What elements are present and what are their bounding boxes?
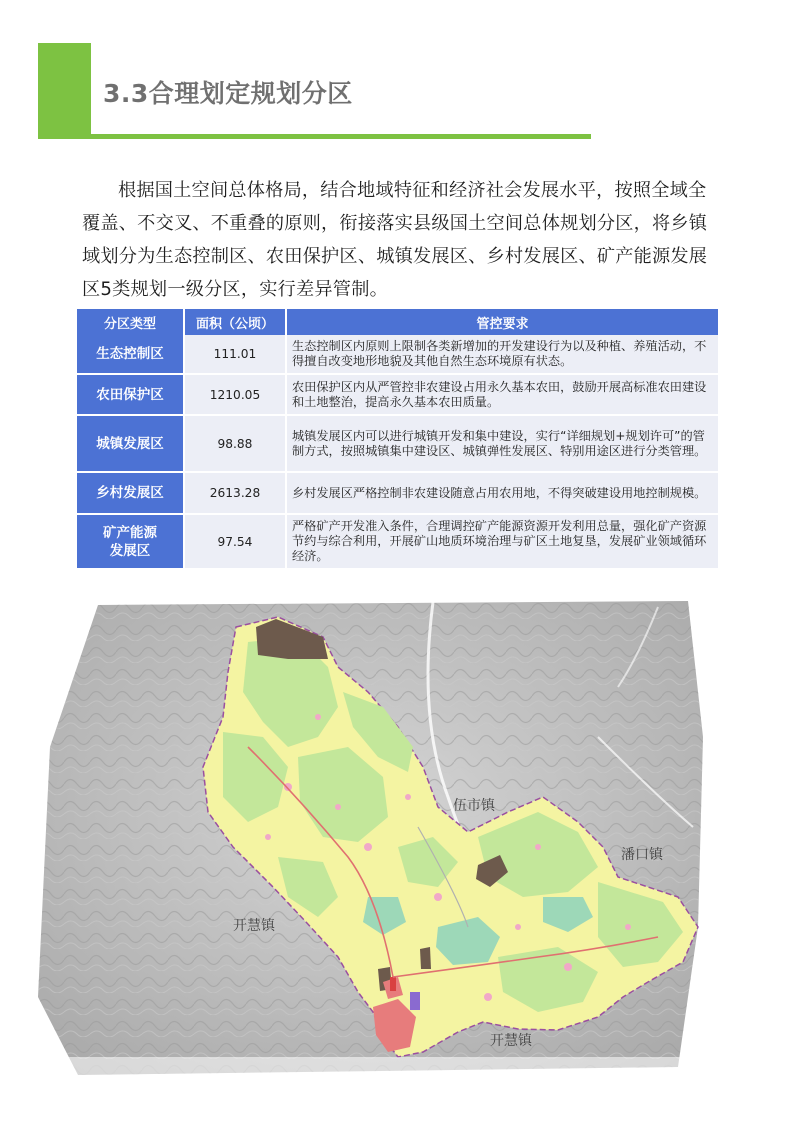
map-bottom-fade xyxy=(38,1057,718,1082)
zone-area: 111.01 xyxy=(185,335,287,375)
table-header-row xyxy=(77,309,718,335)
table-row xyxy=(77,473,718,515)
table-row xyxy=(77,515,718,570)
zoning-map xyxy=(38,597,718,1082)
zone-name xyxy=(77,515,185,570)
zone-name-line2: 发展区 xyxy=(109,542,151,559)
zone-area: 2613.28 xyxy=(185,473,287,515)
zone-desc: 农田保护区内从严管控非农建设占用永久基本农田，鼓励开展高标准农田建设和土地整治，提高永久基本农田质量。 xyxy=(287,375,718,416)
col-header-area: 面积（公顷） xyxy=(185,309,287,335)
section-title: 3.3合理划定规划分区 xyxy=(103,79,353,108)
special-use-zone xyxy=(410,992,420,1010)
label-kaihui-south: 开慧镇 xyxy=(490,1033,532,1049)
urban-core xyxy=(390,977,396,991)
table-row xyxy=(77,335,718,375)
table-row xyxy=(77,375,718,416)
zone-name: 乡村发展区 xyxy=(77,473,185,515)
zone-area: 1210.05 xyxy=(185,375,287,416)
zone-area: 98.88 xyxy=(185,416,287,473)
zone-table xyxy=(77,309,718,570)
zone-desc: 生态控制区内原则上限制各类新增加的开发建设行为以及种植、养殖活动，不得擅自改变地形地貌及其他自然生态环境原有状态。 xyxy=(287,335,718,375)
zone-desc: 乡村发展区严格控制非农建设随意占用农用地，不得突破建设用地控制规模。 xyxy=(287,473,718,515)
intro-paragraph: 根据国土空间总体格局，结合地域特征和经济社会发展水平，按照全域全覆盖、不交叉、不重叠的原则，衔接落实县级国土空间总体规划分区，将乡镇域划分为生态控制区、农田保护区、城镇发展区、乡村发展区、矿产能源发展区5类规划一级分区，实行差异管制。 xyxy=(82,180,708,300)
zone-name: 农田保护区 xyxy=(77,375,185,416)
zone-name-line1: 矿产能源 xyxy=(103,524,157,541)
col-header-control: 管控要求 xyxy=(287,309,718,335)
header-underline xyxy=(91,134,591,139)
zone-name: 生态控制区 xyxy=(77,335,185,375)
zoning-map-svg xyxy=(38,597,718,1082)
table-row xyxy=(77,416,718,473)
zone-name: 城镇发展区 xyxy=(77,416,185,473)
zone-desc: 严格矿产开发准入条件，合理调控矿产能源资源开发利用总量，强化矿产资源节约与综合利用，开展矿山地质环境治理与矿区土地复垦，发展矿业领域循环经济。 xyxy=(287,515,718,570)
label-pankou: 潘口镇 xyxy=(621,847,663,863)
col-header-zone: 分区类型 xyxy=(77,309,185,335)
header-accent-bar xyxy=(38,43,91,139)
mining-zone xyxy=(420,947,431,969)
label-wushi: 伍市镇 xyxy=(453,798,495,814)
zone-area: 97.54 xyxy=(185,515,287,570)
zone-desc: 城镇发展区内可以进行城镇开发和集中建设，实行“详细规划+规划许可”的管制方式，按照城镇集中建设区、城镇弹性发展区、特别用途区进行分类管理。 xyxy=(287,416,718,473)
label-kaihui-west: 开慧镇 xyxy=(233,918,275,934)
